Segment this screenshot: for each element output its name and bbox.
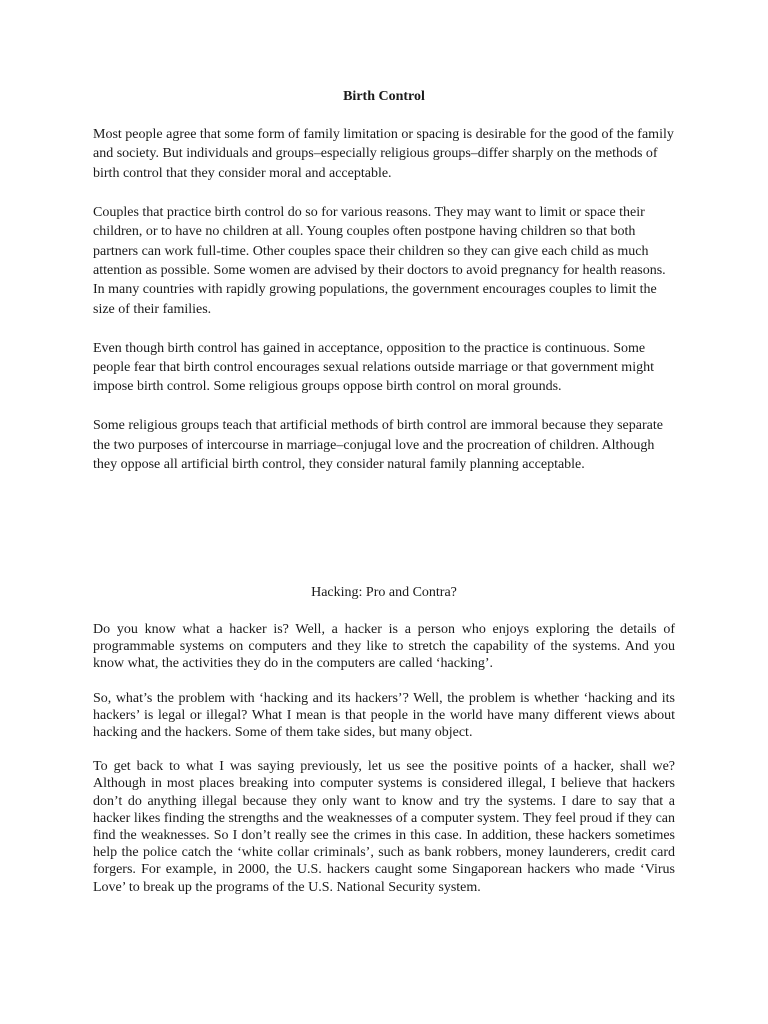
paragraph: Couples that practice birth control do so for various reasons. They may want to limit or space their children, or to have no children at all. Young couples often postpone having children so that both partners can work full-time. Other couples space their children so they can give each child as much attention as possible. Some women are advised by their doctors to avoid pregnancy for health reasons. In many countries with rapidly growing populations, the government encourages couples to limit the size of their families. <box>93 204 666 317</box>
paragraph: Even though birth control has gained in acceptance, opposition to the practice is continuous. Some people fear that birth control encourages sexual relations outside marriage or that government might impose birth control. Some religious groups oppose birth control on moral grounds. <box>93 340 654 395</box>
essay-birth-control <box>93 88 675 494</box>
essay-title: Birth Control <box>343 89 425 104</box>
paragraph: Do you know what a hacker is? Well, a hacker is a person who enjoys exploring the details of programmable systems on computers and they like to stretch the capability of the systems. And you know what, the activities they do in the computers are called ‘hacking’. <box>93 622 675 672</box>
paragraph: To get back to what I was saying previously, let us see the positive points of a hacker, shall we? Although in most places breaking into computer systems is considered illegal, I believe that hackers don’t do anything illegal because they only want to know and try the systems. I dare to say that a hacker likes finding the strengths and the weaknesses of a computer system. They feel proud if they can find the weaknesses. So I don’t really see the crimes in this case. In addition, these hackers sometimes help the police catch the ‘white collar criminals’, such as bank robbers, money launderers, credit card forgers. For example, in 2000, the U.S. hackers caught some Singaporean hackers who made ‘Virus Love’ to break up the programs of the U.S. National Security system. <box>93 759 675 895</box>
essay-hacking <box>93 584 675 913</box>
paragraph: So, what’s the problem with ‘hacking and its hackers’? Well, the problem is whether ‘hacking and its hackers’ is legal or illegal? What I mean is that people in the world have many different views about hacking and the hackers. Some of them take sides, but many object. <box>93 690 675 741</box>
essay-title: Hacking: Pro and Contra? <box>311 585 457 600</box>
paragraph: Most people agree that some form of family limitation or spacing is desirable for the good of the family and society. But individuals and groups–especially religious groups–differ sharply on the methods of birth control that they consider moral and acceptable. <box>93 127 674 181</box>
paragraph: Some religious groups teach that artificial methods of birth control are immoral because they separate the two purposes of intercourse in marriage–conjugal love and the procreation of children. Although they oppose all artificial birth control, they consider natural family planning acceptable. <box>93 418 663 473</box>
